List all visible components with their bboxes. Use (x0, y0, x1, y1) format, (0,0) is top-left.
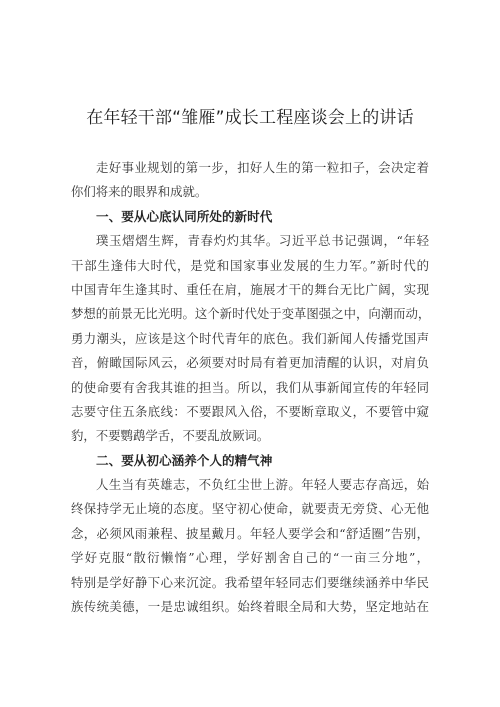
paragraph-line: 璞玉熠熠生辉，青春灼灼其华。习近平总书记强调，“年轻 (96, 233, 429, 249)
paragraph-line: 志要守住五条底线：不要跟风入俗，不要断章取义，不要管中窥 (71, 403, 429, 419)
paragraph-line: 音，俯瞰国际风云，必须要对时局有着更加清醒的认识，对肩负 (71, 355, 429, 371)
paragraph-line: 干部生逢伟大时代，是党和国家事业发展的生力军。”新时代的 (71, 257, 429, 273)
paragraph-line: 中国青年生逢其时、重任在肩，施展才干的舞台无比广阔，实现 (71, 281, 429, 297)
paragraph-line: 勇力潮头，应该是这个时代青年的底色。我们新闻人传播党国声 (71, 330, 429, 346)
paragraph-line: 念，必须风雨兼程、披星戴月。年轻人要学会和“舒适圈”告别， (71, 525, 429, 541)
paragraph-line: 终保持学无止境的态度。坚守初心使命，就要责无旁贷、心无他 (71, 501, 429, 517)
section-heading: 一、要从心底认同所处的新时代 (96, 208, 273, 224)
document-body (71, 156, 429, 619)
intro-line: 走好事业规划的第一步，扣好人生的第一粒扣子，会决定着 (96, 160, 429, 175)
paragraph-line: 族传统美德，一是忠诚组织。始终着眼全局和大势，坚定地站在 (71, 599, 429, 615)
section-heading: 二、要从初心涵养个人的精气神 (96, 452, 273, 468)
page-title: 在年轻干部“雏雁”成长工程座谈会上的讲话 (86, 108, 414, 128)
paragraph-line: 人生当有英雄志，不负红尘世上游。年轻人要志存高远，始 (96, 477, 429, 493)
paragraph-line: 特别是学好静下心来沉淀。我希望年轻同志们要继续涵养中华民 (71, 574, 429, 590)
intro-line: 你们将来的眼界和成就。 (71, 184, 208, 200)
paragraph-line: 梦想的前景无比光明。这个新时代处于变革图强之中，向潮而动， (71, 306, 431, 322)
paragraph-line: 的使命要有舍我其谁的担当。所以，我们从事新闻宣传的年轻同 (71, 379, 429, 395)
paragraph-line: 学好克服“散衍懒惰”心理，学好割舍自己的“一亩三分地”， (71, 550, 429, 566)
paragraph-line: 豹，不要鹦鹉学舌，不要乱放厥词。 (71, 428, 270, 444)
